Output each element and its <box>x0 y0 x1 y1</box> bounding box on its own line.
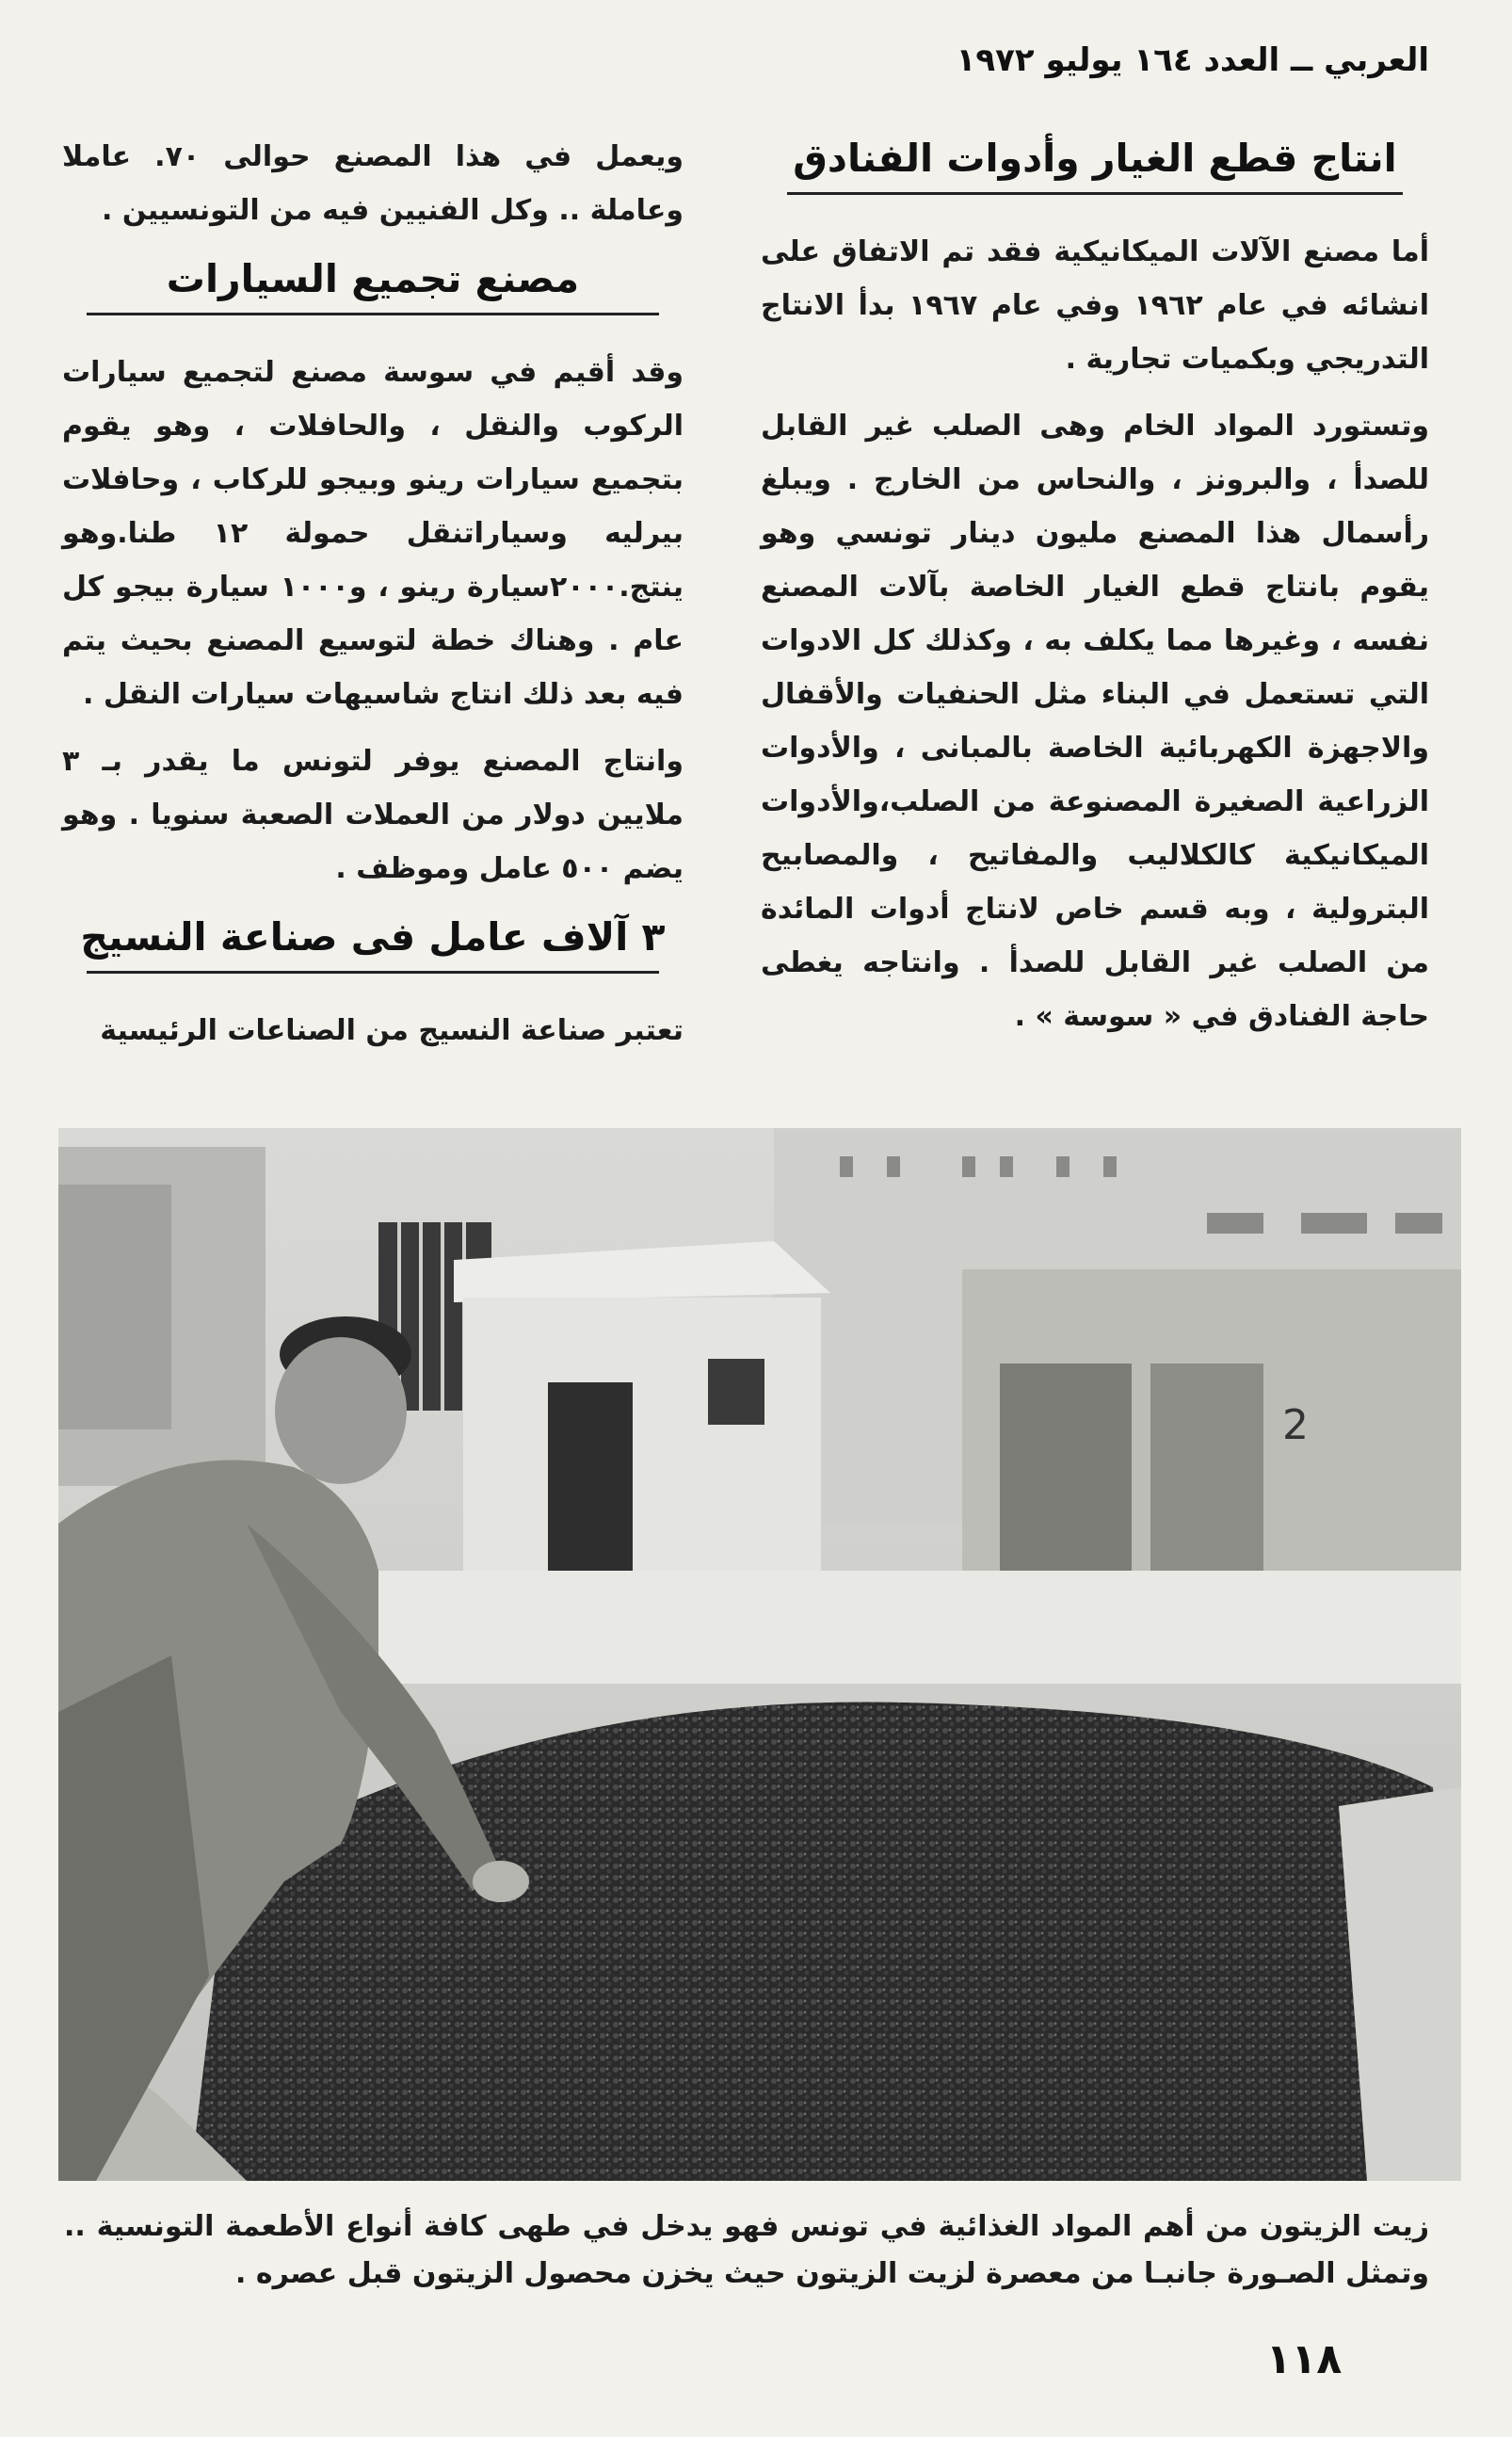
section-heading-car-assembly <box>62 250 684 323</box>
heading-underline <box>87 313 658 315</box>
section-heading-text: انتاج قطع الغيار وأدوات الفنادق <box>793 136 1397 181</box>
caption-text: زيت الزيتون من أهم المواد الغذائية في تونس فهو يدخل في طهى كافة أنواع الأطعمة التونسية .. وتمثل الصـورة جانبـا من معصرة لزيت الزيتون حيث يخزن محصول الزيتون قبل عصره . <box>64 2210 1429 2290</box>
heading-underline <box>787 192 1402 195</box>
section-heading-text: مصنع تجميع السيارات <box>166 256 580 301</box>
paragraph: وتستورد المواد الخام وهى الصلب غير القابل للصدأ ، والبرونز ، والنحاس من الخارج . ويبلغ رأسمال هذا المصنع مليون دينار تونسي وهو يقوم بانتاج قطع الغيار الخاصة بآلات المصنع نفسه ، وغيرها مما يكلف به ، وكذلك كل الادوات التي تستعمل في البناء مثل الحنفيات والأقفال والاجهزة الكهربائية الخاصة بالمبانى ، والأدوات الزراعية الصغيرة المصنوعة من الصلب،والأدوات الميكانيكية كالكلاليب والمفاتيح ، والمصابيح البترولية ، وبه قسم خاص لانتاج أدوات المائدة من الصلب غير القابل للصدأ . وانتاجه يغطى حاجة الفنادق في « سوسة » . <box>761 410 1429 1033</box>
olive-press-photo <box>58 1128 1461 2181</box>
section-heading-textiles <box>62 909 684 981</box>
photo-caption <box>64 2203 1429 2298</box>
paragraph: ويعمل في هذا المصنع حوالى ٧٠. عاملا وعاملة .. وكل الفنيين فيه من التونسيين . <box>62 140 684 227</box>
heading-underline <box>87 971 658 974</box>
paragraph: تعتبر صناعة النسيج من الصناعات الرئيسية <box>100 1014 684 1047</box>
paragraph: أما مصنع الآلات الميكانيكية فقد تم الاتفاق على انشائه في عام ١٩٦٢ وفي عام ١٩٦٧ بدأ الانتاج التدريجي وبكميات تجارية . <box>761 235 1429 376</box>
left-column <box>62 130 684 1071</box>
building-number-label: 2 <box>1282 1401 1309 1449</box>
section-heading-text: ٣ آلاف عامل فى صناعة النسيج <box>80 914 666 960</box>
section-heading-spare-parts <box>761 130 1429 202</box>
photo-illustration <box>58 1128 1461 2181</box>
page-number: ١١٨ <box>1265 2335 1343 2383</box>
right-column <box>761 130 1429 1057</box>
running-header: العربي ــ العدد ١٦٤ يوليو ١٩٧٢ <box>956 41 1429 79</box>
paragraph: وانتاج المصنع يوفر لتونس ما يقدر بـ ٣ ملايين دولار من العملات الصعبة سنويا . وهو يضم ٥٠٠ عامل وموظف . <box>62 745 684 885</box>
paragraph: وقد أقيم في سوسة مصنع لتجميع سيارات الركوب والنقل ، والحافلات ، وهو يقوم بتجميع سيارات رينو وبيجو للركاب ، وحافلات بيرليه وسياراتنقل حمولة ١٢ طنا.وهو ينتج.٢٠٠٠سيارة رينو ، و١٠٠٠ سيارة بيجو كل عام . وهناك خطة لتوسيع المصنع بحيث يتم فيه بعد ذلك انتاج شاسيهات سيارات النقل . <box>62 356 684 711</box>
